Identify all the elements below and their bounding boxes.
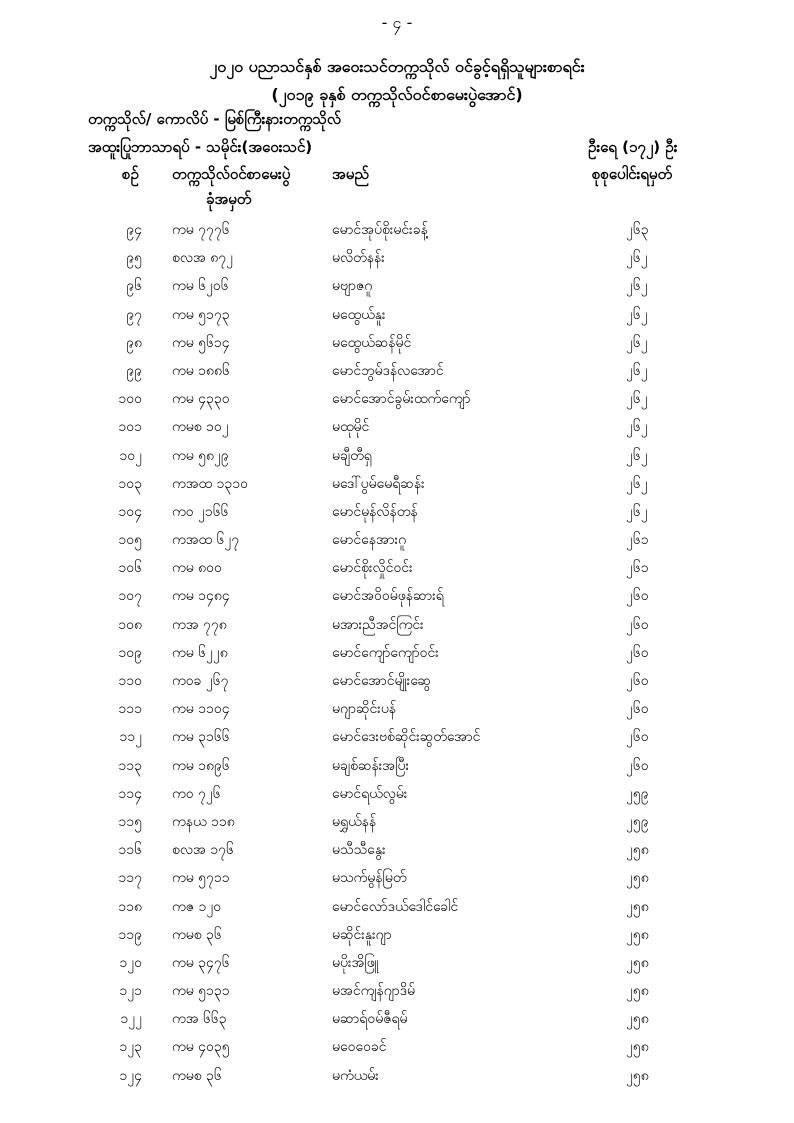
table-row [0,975,794,1003]
row-number: ၁၀၈ [118,616,142,633]
total-score: ၂၆၂ [626,362,648,379]
table-row [0,468,794,496]
student-name: မချီတီရှ [332,447,372,464]
row-number: ၁၁၈ [118,898,142,915]
registration-number: စလအ ၈၇၂ [172,250,234,267]
student-name: မဗျာဇဂူ [332,278,373,295]
registration-number: ကအထ ၁၃၁၀ [172,475,249,492]
student-name: မကံယမ်း [332,1067,379,1084]
registration-number: ကမ ၅၁၇၃ [172,306,230,323]
table-row [0,580,794,608]
row-number: ၁၂၀ [119,954,142,971]
total-score: ၂၆၂ [626,306,648,323]
row-number: ၁၀၃ [118,475,142,492]
total-score: ၂၆၂ [626,334,648,351]
student-name: မောင်ဒေးဗစ်ဆိုင်းဆွတ်အောင် [332,729,481,746]
row-number: ၁၁၆ [118,842,142,859]
registration-number: ကမ ၆၂၀၆ [172,278,229,295]
student-name: မဆာရ်ဝမ်ဇီရမ် [332,1011,408,1028]
table-row [0,721,794,749]
row-number: ၉၈ [126,334,142,351]
table-row [0,637,794,665]
total-score: ၂၅၈ [626,954,649,971]
student-name: မောင်လော်ဒယ်ဒေါင်ခေါင် [332,898,459,915]
student-name: မထုမိုင် [332,419,370,436]
table-row [0,411,794,439]
registration-number: ကမစ ၃၆ [172,1067,222,1084]
column-header-no: စဉ် [122,165,139,183]
registration-number: ကဝ ၇၂၆ [172,785,221,802]
registration-number: ကအ ၇၇၈ [172,616,227,633]
row-number: ၁၂၃ [119,1039,142,1056]
registration-number: ကဝခ ၂၆၇ [172,673,229,689]
student-name: မချစ်ဆန်းအပြီး [332,757,410,774]
table-row [0,750,794,778]
row-number: ၁၁၉ [118,926,142,943]
registration-number: ကဝ ၂၁၆၆ [172,503,229,520]
table-row [0,440,794,468]
column-header-reg-line2: ခုံအမှတ် [206,190,252,208]
page-number: - ၄ - [381,13,413,32]
registration-number: ကအ ၆၆၃ [172,1011,227,1028]
row-number: ၁၁၀ [118,673,142,689]
total-score: ၂၆၀ [626,673,649,689]
registration-number: ကမ ၃၁၆၆ [172,729,230,746]
student-name: မောင်အောင်ခွမ်းထက်ကျော် [332,391,471,408]
table-row [0,778,794,806]
registration-number: ကဇ ၁၂၀ [172,898,222,915]
table-row [0,327,794,355]
registration-number: စလအ ၁၇၆ [172,842,234,859]
row-number: ၁၁၂ [119,729,142,746]
total-count: ဦးရေ (၁၇၂) ဦး [588,138,678,156]
table-row [0,496,794,524]
row-number: ၁၁၄ [118,785,142,802]
row-number: ၉၉ [126,362,142,379]
registration-number: ကမ ၆၂၂၈ [172,644,228,661]
total-score: ၂၅၈ [626,1011,649,1028]
student-name: မောင်မုန်လိန်တန် [332,503,418,520]
registration-number: ကမ ၅၁၃၁ [172,983,230,1000]
university-line: တက္ကသိုလ်/ ကောလိပ် - မြစ်ကြီးနားတက္ကသိုလ် [88,110,341,128]
registration-number: ကအထ ၆၂၇ [172,532,240,549]
table-row [0,947,794,975]
total-score: ၂၆၀ [626,644,649,661]
registration-number: ကမ ၇၇၇၆ [172,222,230,238]
table-row [0,862,794,890]
total-score: ၂၆၁ [626,560,649,577]
registration-number: ကမ ၄၀၃၅ [172,1039,230,1056]
table-row [0,214,794,242]
table-row [0,299,794,327]
total-score: ၂၆၀ [626,588,649,605]
registration-number: ကမ ၁၁၀၄ [172,701,230,718]
table-row [0,693,794,721]
document-subtitle: (၂၀၁၉ ခုနှစ် တက္ကသိုလ်ဝင်စာမေးပွဲအောင်) [271,85,523,104]
total-score: ၂၅၈ [626,1067,649,1084]
student-name: မဂျာဆိုင်းပန် [332,701,397,718]
column-header-reg: တက္ကသိုလ်ဝင်စာမေးပွဲ [172,165,291,183]
total-score: ၂၆၀ [626,757,649,774]
total-score: ၂၅၉ [626,785,649,802]
total-score: ၂၅၈ [626,1039,649,1056]
row-number: ၁၀၀ [118,391,142,408]
student-name: မောင်နေအားဂူ [332,532,407,549]
table-row [0,1060,794,1088]
total-score: ၂၆၀ [626,729,649,746]
row-number: ၁၀၅ [118,532,142,549]
row-number: ၁၂၄ [119,1067,142,1084]
registration-number: ကမ ၅၆၁၄ [172,334,230,351]
student-name: မောင်စိုးလှိုင်ဝင်း [332,560,413,577]
registration-number: ကမ ၅၇၁၁ [172,870,230,887]
student-name: မရွှယ်နန် [332,813,377,830]
total-score: ၂၆၂ [626,250,648,267]
student-name: မဝေဝေခင် [332,1039,387,1056]
total-score: ၂၆၂ [626,419,648,436]
student-name: မအင်ကျန်ဂျာဒိမ် [332,983,416,1000]
row-number: ၁၀၄ [118,503,142,520]
student-name: မောင်အဝိဝမ်ဖုန်ဆားရ် [332,588,444,605]
registration-number: ကမ ၃၄၇၆ [172,954,230,971]
document-title: ၂၀၂၀ ပညာသင်နှစ် အဝေးသင်တက္ကသိုလ် ဝင်ခွင့်ရရှိသူများစာရင်း [209,57,585,76]
total-score: ၂၆၃ [626,222,649,238]
total-score: ၂၆၂ [626,503,648,520]
row-number: ၉၄ [126,222,142,238]
table-row [0,609,794,637]
total-score: ၂၆၀ [626,616,649,633]
row-number: ၁၂၁ [119,983,142,1000]
row-number: ၉၅ [126,250,142,267]
row-number: ၁၁၅ [118,813,142,830]
table-row [0,1003,794,1031]
table-row [0,834,794,862]
table-row [0,1031,794,1059]
student-name: မသီသီနွေး [332,842,386,859]
student-name: မောင်ဘွမ်ဒန်လအောင် [332,362,444,379]
registration-number: ကမ ၄၃၃၀ [172,391,230,408]
table-row [0,552,794,580]
registration-number: ကမ ၁၈၉၆ [172,757,230,774]
row-number: ၁၀၇ [118,588,142,605]
table-row [0,665,794,693]
row-number: ၉၆ [126,278,142,295]
total-score: ၂၅၈ [626,898,649,915]
student-name: မလိတ်နန်း [332,250,385,267]
registration-number: ကမ ၁၈၈၆ [172,362,230,379]
student-name: မောင်ကျော်ကျော်ဝင်း [332,644,439,661]
student-name: မဒေါ်ပွမ်မေရီဆန်း [332,475,425,492]
registration-number: ကမ ၁၄၈၄ [172,588,230,605]
row-number: ၁၂၂ [120,1011,142,1028]
table-row [0,383,794,411]
table-row [0,806,794,834]
column-header-name: အမည် [332,165,369,183]
total-score: ၂၆၂ [626,391,648,408]
registration-number: ကနယ ၁၁၈ [172,813,235,830]
row-number: ၁၀၂ [119,447,142,464]
major-line: အထူးပြုဘာသာရပ် - သမိုင်း(အဝေးသင်) [88,138,313,156]
row-number: ၁၀၉ [118,644,142,661]
row-number: ၁၀၁ [118,419,142,436]
registration-number: ကမစ ၃၆ [172,926,222,943]
student-name: မသက်မွန်မြတ် [332,870,407,887]
row-number: ၁၁၁ [118,701,142,718]
total-score: ၂၆၂ [626,475,648,492]
total-score: ၂၅၈ [626,870,649,887]
total-score: ၂၅၉ [626,813,649,830]
registration-number: ကမ ၅၈၂၉ [172,447,229,464]
total-score: ၂၅၈ [626,842,649,859]
results-table [0,214,794,1088]
student-name: မအားညီအင်ကြင်း [332,616,424,633]
table-row [0,270,794,298]
row-number: ၁၁၇ [118,870,142,887]
student-name: မောင်အောင်မျိုးဆွေ [332,673,431,689]
total-score: ၂၆၀ [626,701,649,718]
student-name: မထွေယ်နူး [332,306,386,323]
column-header-score: စုစုပေါင်းရမှတ် [592,165,673,183]
row-number: ၁၀၆ [118,560,142,577]
student-name: မထွေယ်ဆန်မိုင် [332,334,412,351]
total-score: ၂၅၈ [626,926,649,943]
registration-number: ကမ ၈၀၀ [172,560,222,577]
table-row [0,919,794,947]
table-row [0,891,794,919]
table-row [0,242,794,270]
student-name: မပိုးအိဖြူ [332,954,379,971]
row-number: ၁၁၃ [118,757,142,774]
total-score: ၂၆၁ [626,532,649,549]
table-row [0,355,794,383]
total-score: ၂၆၂ [626,278,648,295]
student-name: မောင်ရယ်လွမ်း [332,785,408,802]
registration-number: ကမစ ၁၀၂ [172,419,229,436]
student-name: မဆိုင်းနူးဂျာ [332,926,392,943]
total-score: ၂၅၈ [626,983,649,1000]
student-name: မောင်အုပ်စိုးမင်းခန့် [332,222,428,238]
total-score: ၂၆၂ [626,447,648,464]
table-row [0,524,794,552]
row-number: ၉၇ [126,306,142,323]
